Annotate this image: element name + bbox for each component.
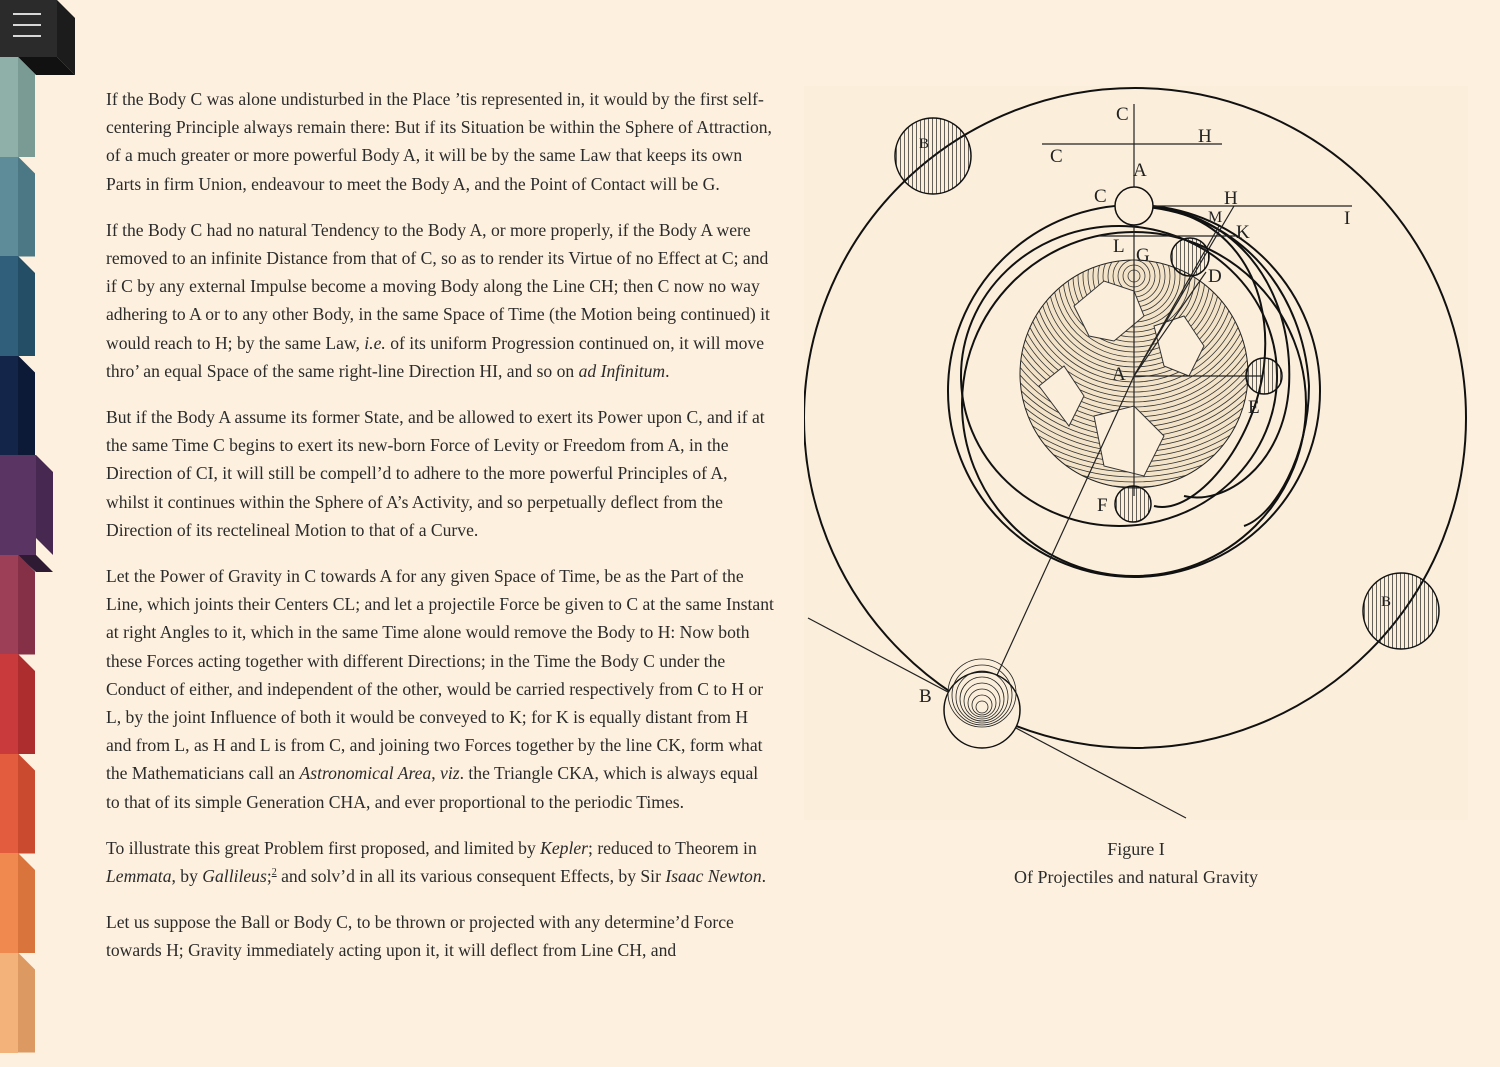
label-C-mid: C <box>1094 186 1107 207</box>
label-D: D <box>1208 266 1222 287</box>
chapter-tabs <box>0 57 60 1067</box>
article-text <box>106 85 774 983</box>
label-B-right: B <box>1381 594 1392 610</box>
label-A-center: A <box>1112 364 1126 385</box>
paragraph: If the Body C was alone undisturbed in the Place ’tis represented in, it would by the first self-centering Principle always remain there: But if its Situation be within the Sphere of Attraction, of a much greater or more powerful Body A, it will be by the same Law that keeps its own Parts in firm Union, endeavour to meet the Body A, and the Point of Contact will be G. <box>106 89 772 194</box>
label-C-top: C <box>1116 104 1129 125</box>
chapter-tab-2[interactable] <box>0 157 18 257</box>
label-I: I <box>1344 208 1351 229</box>
label-B-left: B <box>919 686 932 707</box>
body-C <box>1115 187 1153 225</box>
chapter-tab-edge <box>18 853 35 953</box>
paragraph: Let the Power of Gravity in C towards A for any given Space of Time, be as the Part of the Line, which joints their Centers CL; and let a projectile Force be given to C at the same Instant at right Angles to it, which in the same Time alone would remove the Body to H: Now both these Forces acting together with different Directions; in the Time the Body C under the Conduct of either, and independent of the other, would be carried respectively from C to H or L, by the joint Influence of both it would be conveyed to K; for K is equally distant from H and from L, as H and L is from C, and joining two Forces together by the line CK, form what the Mathematicians call an Astronomical Area, viz. the Triangle CKA, which is always equal to that of its simple Generation CHA, and ever proportional to the periodic Times. <box>106 566 774 812</box>
chapter-tab-edge <box>18 555 35 655</box>
paragraph: If the Body C had no natural Tendency to the Body A, or more properly, if the Body A were removed to an infinite Distance from that of C, so as to render its Virtue of no Effect at C; and if C by any external Impulse become a moving Body along the Line CH; then C now no way adhering to A or to any other Body, in the same Space of Time (the Motion being continued) it would reach to H; by the same Law, i.e. of its uniform Progression continued on, it will move thro’ an equal Space of the same right-line Direction HI, and so on ad Infinitum. <box>106 219 770 381</box>
chapter-tab-1[interactable] <box>0 57 18 157</box>
body-E <box>1246 358 1282 394</box>
hamburger-icon <box>13 13 41 46</box>
projectile-diagram <box>804 86 1468 820</box>
caption-title: Figure I <box>1107 839 1165 859</box>
chapter-tab-edge <box>18 157 35 257</box>
body-B-topleft <box>895 118 971 194</box>
menu-button-face[interactable] <box>0 0 57 57</box>
figure-illustration[interactable] <box>804 86 1468 820</box>
chapter-tab-9[interactable] <box>0 853 18 953</box>
footnote-link[interactable]: 2 <box>271 867 277 879</box>
label-H-mid: H <box>1224 188 1238 209</box>
label-H-top: H <box>1198 126 1212 147</box>
label-E: E <box>1248 397 1260 418</box>
chapter-tab-6[interactable] <box>0 555 18 655</box>
chapter-tab-edge <box>18 953 35 1053</box>
label-B-topleft: B <box>919 136 930 152</box>
paragraph: But if the Body A assume its former State, and be allowed to exert its Power upon C, and if at the same Time C begins to exert its new-born Force of Levity or Freedom from A, in the Direction of CI, it will still be compell’d to adhere to the more powerful Principles of A, whilst it continues within the Sphere of A’s Activity, and so perpetually deflect from the Direction of its rectelineal Motion to that of a Curve. <box>106 407 765 540</box>
chapter-tab-edge <box>18 654 35 754</box>
label-M: M <box>1208 209 1223 226</box>
label-G: G <box>1136 245 1150 266</box>
paragraph: Let us suppose the Ball or Body C, to be thrown or projected with any determine’d Force towards H; Gravity immediately acting upon it, it will deflect from Line CH, and <box>106 912 734 961</box>
chapter-tab-edge <box>18 754 35 854</box>
label-K: K <box>1236 222 1250 243</box>
body-B-right <box>1363 573 1439 649</box>
chapter-tab-edge <box>36 455 53 555</box>
body-F <box>1115 486 1151 522</box>
body-B-left <box>944 672 1020 748</box>
chapter-tab-8[interactable] <box>0 754 18 854</box>
figure-caption <box>804 835 1468 891</box>
body-D <box>1171 238 1209 276</box>
chapter-tab-7[interactable] <box>0 654 18 754</box>
chapter-tab-5[interactable] <box>0 455 36 555</box>
paragraph: To illustrate this great Problem first proposed, and limited by Kepler; reduced to Theorem in Lemmata, by Gallileus;$^2$ and solv’d in all its various consequent Effects, by Sir Isaac Newton. <box>106 837 767 887</box>
chapter-tab-3[interactable] <box>0 256 18 356</box>
label-L: L <box>1113 236 1125 257</box>
chapter-tab-edge <box>18 57 35 157</box>
caption-subtitle: Of Projectiles and natural Gravity <box>1014 867 1258 887</box>
label-F: F <box>1097 495 1108 516</box>
label-A-top: A <box>1133 160 1147 181</box>
chapter-tab-10[interactable] <box>0 953 18 1053</box>
chapter-tab-edge <box>18 256 35 356</box>
chapter-tab-4[interactable] <box>0 356 18 456</box>
chapter-tab-edge <box>18 356 35 456</box>
label-C-left: C <box>1050 146 1063 167</box>
